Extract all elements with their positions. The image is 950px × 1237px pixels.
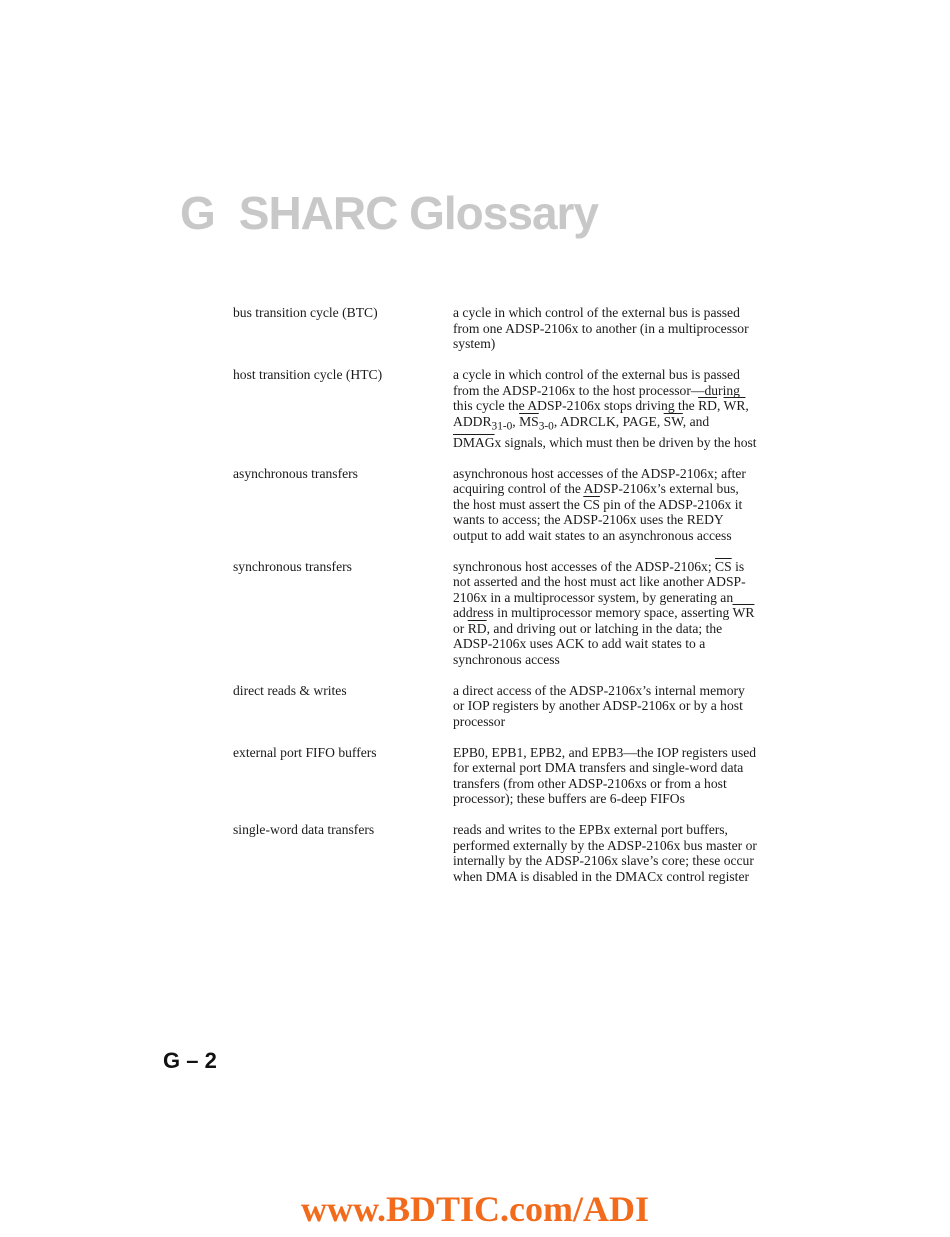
glossary-entry: [233, 683, 773, 730]
glossary-entry: [233, 559, 773, 668]
glossary-term: synchronous transfers: [233, 558, 352, 574]
signal-name: $\overline{WR}$: [732, 605, 755, 621]
signal-name: $\overline{MS}$: [519, 413, 539, 429]
definition-text: ,: [512, 413, 520, 429]
glossary-definition: [453, 367, 758, 450]
definition-text: or: [453, 620, 468, 636]
glossary-definition: EPB0, EPB1, EPB2, and EPB3—the IOP registers used for external port DMA transfers and single-word data transfers (from other ADSP-2106xs or from a host processor); these buffers are 6-deep FIFOs: [453, 744, 757, 807]
chapter-name: SHARC Glossary: [238, 187, 599, 239]
definition-text: , and: [682, 413, 710, 429]
definition-text: ,: [716, 398, 724, 413]
glossary-definition: a direct access of the ADSP-2106x’s internal memory or IOP registers by another ADSP-2106x or by a host processor: [453, 682, 745, 729]
definition-text: is not asserted and the host must act like another ADSP-2106x in a multiprocessor system, by generating an address in multiprocessor memory space, asserting: [453, 558, 746, 621]
definition-text: pin of the ADSP-2106x it wants to access; the ADSP-2106x uses the REDY output to add wait states to an asynchronous access: [453, 496, 743, 543]
glossary-entry: [233, 822, 773, 884]
glossary-definition: [453, 466, 758, 544]
glossary-entry: [233, 305, 773, 352]
glossary-term: external port FIFO buffers: [233, 744, 377, 760]
glossary-list: [233, 305, 773, 900]
glossary-definition: a cycle in which control of the external bus is passed from one ADSP-2106x to another (in a multiprocessor system): [453, 305, 749, 351]
glossary-term: single-word data transfers: [233, 822, 375, 838]
glossary-entry: [233, 367, 773, 450]
signal-subscript: 3-0: [538, 420, 554, 433]
signal-name: $\overline{WR}$: [723, 398, 746, 413]
definition-text: asynchronous host accesses of the ADSP-2106x; after acquiring control of the ADSP-2106x’s external bus, the host must assert the: [453, 465, 746, 512]
glossary-entry: [233, 745, 773, 807]
glossary-term: bus transition cycle (BTC): [233, 305, 378, 320]
glossary-entry: [233, 466, 773, 544]
signal-name: $\overline{CS}$: [583, 496, 600, 512]
signal-name: $\overline{CS}$: [715, 558, 732, 574]
definition-text: synchronous host accesses of the ADSP-2106x;: [453, 558, 716, 574]
signal-name: $\overline{SW}$: [663, 413, 683, 429]
glossary-term: asynchronous transfers: [233, 465, 358, 481]
glossary-term: host transition cycle (HTC): [233, 367, 383, 382]
signal-name: $\overline{RD}$: [698, 398, 717, 413]
glossary-definition: [453, 559, 758, 668]
definition-text: a cycle in which control of the external bus is passed from the ADSP-2106x to the host processor—during this cycle the ADSP-2106x stops driving the: [453, 367, 740, 413]
definition-text: x signals, which must then be driven by the host: [494, 434, 757, 450]
watermark-link[interactable]: www.BDTIC.com/ADI: [300, 1189, 649, 1229]
chapter-letter: G: [180, 187, 215, 239]
definition-text: , ADDR: [453, 398, 749, 429]
chapter-title: [180, 186, 598, 240]
glossary-term: direct reads & writes: [233, 682, 347, 698]
definition-text: , and driving out or latching in the data; the ADSP-2106x uses ACK to add wait states to a synchronous access: [453, 620, 723, 667]
signal-name: DMAG: [453, 434, 495, 450]
definition-text: , ADRCLK, PAGE,: [553, 413, 664, 429]
signal-name: $\overline{RD}$: [467, 620, 487, 636]
page-number: G – 2: [163, 1048, 217, 1073]
signal-subscript: 31-0: [491, 420, 513, 433]
glossary-definition: reads and writes to the EPBx external port buffers, performed externally by the ADSP-2106x bus master or internally by the ADSP-2106x slave’s core; these occur when DMA is disabled in the DMACx control register: [453, 822, 757, 884]
